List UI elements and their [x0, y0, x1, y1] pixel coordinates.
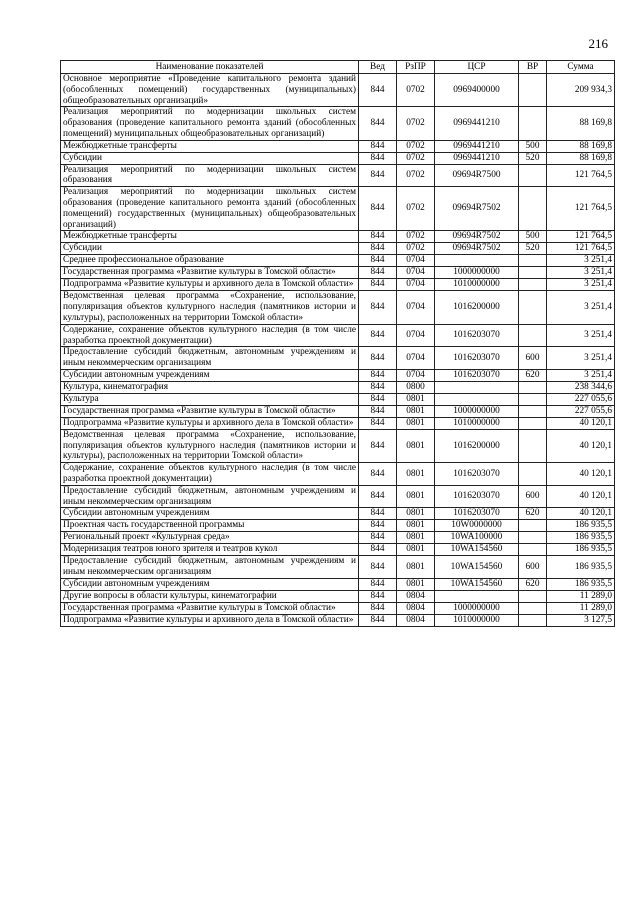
cell-name: Субсидии автономным учреждениям: [61, 508, 359, 520]
cell-csr: 10WA154560: [435, 544, 519, 556]
cell-csr: 10W0000000: [435, 520, 519, 532]
cell-ved: 844: [359, 243, 397, 255]
cell-sum: 121 764,5: [547, 187, 615, 231]
cell-sum: 238 344,6: [547, 381, 615, 393]
table-row: [61, 508, 615, 520]
cell-name: Предоставление субсидий бюджетным, автономным учреждениям и иным некоммерческим организациям: [61, 485, 359, 508]
column-header-rzpr: РзПР: [397, 61, 435, 74]
table-row: [61, 140, 615, 152]
cell-sum: 3 251,4: [547, 369, 615, 381]
cell-ved: 844: [359, 74, 397, 107]
cell-csr: 09694R7502: [435, 243, 519, 255]
cell-vr: [519, 107, 547, 140]
cell-vr: 520: [519, 243, 547, 255]
cell-csr: 1000000000: [435, 602, 519, 614]
cell-vr: 600: [519, 347, 547, 370]
cell-rzpr: 0801: [397, 556, 435, 579]
cell-name: Модернизация театров юного зрителя и театров кукол: [61, 544, 359, 556]
table-row: [61, 463, 615, 486]
cell-sum: 3 251,4: [547, 291, 615, 324]
cell-csr: 10WA154560: [435, 556, 519, 579]
cell-ved: 844: [359, 614, 397, 626]
cell-rzpr: 0702: [397, 164, 435, 187]
cell-ved: 844: [359, 255, 397, 267]
table-body: [61, 74, 615, 627]
cell-vr: 600: [519, 556, 547, 579]
cell-vr: 520: [519, 152, 547, 164]
cell-vr: [519, 267, 547, 279]
cell-name: Субсидии: [61, 243, 359, 255]
cell-csr: 09694R7500: [435, 164, 519, 187]
cell-ved: 844: [359, 485, 397, 508]
cell-vr: [519, 532, 547, 544]
cell-name: Субсидии автономным учреждениям: [61, 369, 359, 381]
cell-name: Другие вопросы в области культуры, кинематографии: [61, 590, 359, 602]
cell-vr: 500: [519, 231, 547, 243]
cell-csr: [435, 255, 519, 267]
cell-rzpr: 0702: [397, 231, 435, 243]
table-row: [61, 520, 615, 532]
cell-name: Подпрограмма «Развитие культуры и архивного дела в Томской области»: [61, 417, 359, 429]
cell-rzpr: 0702: [397, 140, 435, 152]
table-row: [61, 164, 615, 187]
cell-sum: 186 935,5: [547, 578, 615, 590]
cell-sum: 88 169,8: [547, 107, 615, 140]
cell-sum: 227 055,6: [547, 393, 615, 405]
cell-name: Предоставление субсидий бюджетным, автономным учреждениям и иным некоммерческим организациям: [61, 347, 359, 370]
cell-sum: 3 251,4: [547, 347, 615, 370]
cell-vr: [519, 429, 547, 462]
cell-name: Культура, кинематография: [61, 381, 359, 393]
cell-ved: 844: [359, 347, 397, 370]
cell-csr: 10WA100000: [435, 532, 519, 544]
cell-ved: 844: [359, 369, 397, 381]
table-row: [61, 369, 615, 381]
table-row: [61, 393, 615, 405]
cell-name: Реализация мероприятий по модернизации школьных систем образования (проведение капитального ремонта зданий (обособленных помещений) государственных (муниципальных) общеобразовательных организаций): [61, 187, 359, 231]
column-header-csr: ЦСР: [435, 61, 519, 74]
table-header-row: [61, 61, 615, 74]
cell-sum: 227 055,6: [547, 405, 615, 417]
cell-rzpr: 0702: [397, 107, 435, 140]
cell-ved: 844: [359, 187, 397, 231]
cell-sum: 186 935,5: [547, 556, 615, 579]
cell-name: Проектная часть государственной программы: [61, 520, 359, 532]
cell-rzpr: 0702: [397, 243, 435, 255]
cell-csr: 1010000000: [435, 417, 519, 429]
cell-ved: 844: [359, 324, 397, 347]
cell-vr: [519, 255, 547, 267]
cell-sum: 121 764,5: [547, 243, 615, 255]
cell-csr: 1010000000: [435, 614, 519, 626]
cell-vr: 620: [519, 369, 547, 381]
cell-ved: 844: [359, 429, 397, 462]
table-row: [61, 255, 615, 267]
cell-csr: 0969441210: [435, 140, 519, 152]
cell-ved: 844: [359, 405, 397, 417]
cell-rzpr: 0801: [397, 393, 435, 405]
cell-sum: 3 251,4: [547, 267, 615, 279]
table-row: [61, 279, 615, 291]
cell-csr: 0969441210: [435, 152, 519, 164]
cell-sum: 186 935,5: [547, 532, 615, 544]
cell-name: Подпрограмма «Развитие культуры и архивного дела в Томской области»: [61, 279, 359, 291]
cell-vr: [519, 393, 547, 405]
cell-rzpr: 0704: [397, 347, 435, 370]
cell-csr: [435, 393, 519, 405]
table-row: [61, 602, 615, 614]
table-row: [61, 187, 615, 231]
cell-vr: [519, 405, 547, 417]
page-number: 216: [588, 36, 608, 51]
table-row: [61, 74, 615, 107]
cell-name: Предоставление субсидий бюджетным, автономным учреждениям и иным некоммерческим организациям: [61, 556, 359, 579]
cell-vr: [519, 381, 547, 393]
cell-name: Государственная программа «Развитие культуры в Томской области»: [61, 602, 359, 614]
cell-name: Содержание, сохранение объектов культурного наследия (в том числе разработка проектной документации): [61, 463, 359, 486]
cell-vr: [519, 279, 547, 291]
cell-rzpr: 0804: [397, 614, 435, 626]
cell-vr: 500: [519, 140, 547, 152]
table-row: [61, 590, 615, 602]
table-row: [61, 417, 615, 429]
cell-ved: 844: [359, 578, 397, 590]
cell-ved: 844: [359, 107, 397, 140]
cell-csr: 1016203070: [435, 463, 519, 486]
cell-rzpr: 0801: [397, 429, 435, 462]
table-row: [61, 243, 615, 255]
cell-csr: 0969441210: [435, 107, 519, 140]
table-row: [61, 324, 615, 347]
column-header-vr: ВР: [519, 61, 547, 74]
cell-name: Основное мероприятие «Проведение капитального ремонта зданий (обособленных помещений) государственных (муниципальных) общеобразовательных организаций»: [61, 74, 359, 107]
cell-rzpr: 0801: [397, 463, 435, 486]
cell-rzpr: 0804: [397, 590, 435, 602]
cell-rzpr: 0804: [397, 602, 435, 614]
cell-name: Субсидии автономным учреждениям: [61, 578, 359, 590]
cell-sum: 3 251,4: [547, 324, 615, 347]
cell-name: Ведомственная целевая программа «Сохранение, использование, популяризация объектов культурного наследия (памятников истории и культуры), расположенных на территории Томской области»: [61, 429, 359, 462]
cell-rzpr: 0801: [397, 520, 435, 532]
table-row: [61, 614, 615, 626]
cell-name: Региональный проект «Культурная среда»: [61, 532, 359, 544]
cell-ved: 844: [359, 164, 397, 187]
cell-vr: [519, 417, 547, 429]
cell-ved: 844: [359, 417, 397, 429]
cell-sum: 186 935,5: [547, 520, 615, 532]
cell-csr: 1016203070: [435, 369, 519, 381]
cell-vr: [519, 614, 547, 626]
table-row: [61, 347, 615, 370]
cell-csr: 09694R7502: [435, 231, 519, 243]
table-row: [61, 107, 615, 140]
cell-ved: 844: [359, 267, 397, 279]
cell-name: Реализация мероприятий по модернизации школьных систем образования: [61, 164, 359, 187]
cell-sum: 40 120,1: [547, 508, 615, 520]
column-header-sum: Сумма: [547, 61, 615, 74]
cell-sum: 40 120,1: [547, 417, 615, 429]
cell-rzpr: 0801: [397, 508, 435, 520]
cell-rzpr: 0704: [397, 267, 435, 279]
column-header-name: Наименование показателей: [61, 61, 359, 74]
cell-name: Субсидии: [61, 152, 359, 164]
cell-rzpr: 0801: [397, 544, 435, 556]
cell-name: Культура: [61, 393, 359, 405]
table-row: [61, 267, 615, 279]
cell-ved: 844: [359, 508, 397, 520]
cell-rzpr: 0704: [397, 369, 435, 381]
cell-rzpr: 0801: [397, 485, 435, 508]
cell-sum: 209 934,3: [547, 74, 615, 107]
cell-rzpr: 0704: [397, 279, 435, 291]
cell-csr: 1016200000: [435, 429, 519, 462]
cell-rzpr: 0702: [397, 152, 435, 164]
cell-rzpr: 0801: [397, 405, 435, 417]
table-row: [61, 578, 615, 590]
table-row: [61, 152, 615, 164]
cell-vr: [519, 590, 547, 602]
cell-rzpr: 0702: [397, 187, 435, 231]
cell-ved: 844: [359, 231, 397, 243]
cell-sum: 11 289,0: [547, 602, 615, 614]
table-row: [61, 485, 615, 508]
cell-name: Среднее профессиональное образование: [61, 255, 359, 267]
cell-rzpr: 0704: [397, 324, 435, 347]
cell-name: Подпрограмма «Развитие культуры и архивного дела в Томской области»: [61, 614, 359, 626]
cell-name: Ведомственная целевая программа «Сохранение, использование, популяризация объектов культурного наследия (памятников истории и культуры), расположенных на территории Томской области»: [61, 291, 359, 324]
cell-ved: 844: [359, 556, 397, 579]
cell-csr: 1010000000: [435, 279, 519, 291]
cell-name: Межбюджетные трансферты: [61, 140, 359, 152]
cell-vr: [519, 187, 547, 231]
cell-vr: [519, 164, 547, 187]
cell-vr: [519, 463, 547, 486]
cell-ved: 844: [359, 393, 397, 405]
cell-vr: [519, 291, 547, 324]
cell-ved: 844: [359, 463, 397, 486]
cell-name: Государственная программа «Развитие культуры в Томской области»: [61, 267, 359, 279]
cell-csr: 1016203070: [435, 508, 519, 520]
cell-csr: 0969400000: [435, 74, 519, 107]
table-row: [61, 231, 615, 243]
cell-rzpr: 0800: [397, 381, 435, 393]
cell-sum: 11 289,0: [547, 590, 615, 602]
cell-csr: 1016203070: [435, 324, 519, 347]
cell-ved: 844: [359, 602, 397, 614]
table-row: [61, 381, 615, 393]
cell-vr: 620: [519, 578, 547, 590]
cell-ved: 844: [359, 381, 397, 393]
cell-csr: 1000000000: [435, 267, 519, 279]
cell-ved: 844: [359, 279, 397, 291]
cell-ved: 844: [359, 291, 397, 324]
cell-sum: 186 935,5: [547, 544, 615, 556]
cell-rzpr: 0704: [397, 255, 435, 267]
cell-sum: 40 120,1: [547, 463, 615, 486]
cell-csr: 1000000000: [435, 405, 519, 417]
cell-sum: 121 764,5: [547, 231, 615, 243]
cell-vr: [519, 544, 547, 556]
cell-rzpr: 0702: [397, 74, 435, 107]
table-row: [61, 291, 615, 324]
cell-csr: 1016203070: [435, 485, 519, 508]
cell-rzpr: 0801: [397, 417, 435, 429]
cell-name: Содержание, сохранение объектов культурного наследия (в том числе разработка проектной документации): [61, 324, 359, 347]
cell-ved: 844: [359, 520, 397, 532]
cell-csr: [435, 590, 519, 602]
cell-sum: 40 120,1: [547, 485, 615, 508]
table-row: [61, 429, 615, 462]
cell-rzpr: 0801: [397, 532, 435, 544]
cell-csr: [435, 381, 519, 393]
table-row: [61, 544, 615, 556]
cell-sum: 40 120,1: [547, 429, 615, 462]
cell-csr: 1016200000: [435, 291, 519, 324]
cell-csr: 09694R7502: [435, 187, 519, 231]
cell-vr: [519, 324, 547, 347]
cell-csr: 10WA154560: [435, 578, 519, 590]
cell-ved: 844: [359, 532, 397, 544]
cell-ved: 844: [359, 590, 397, 602]
cell-ved: 844: [359, 544, 397, 556]
table-row: [61, 556, 615, 579]
cell-ved: 844: [359, 140, 397, 152]
cell-sum: 3 251,4: [547, 255, 615, 267]
cell-name: Государственная программа «Развитие культуры в Томской области»: [61, 405, 359, 417]
column-header-ved: Вед: [359, 61, 397, 74]
cell-sum: 88 169,8: [547, 152, 615, 164]
cell-ved: 844: [359, 152, 397, 164]
cell-sum: 121 764,5: [547, 164, 615, 187]
cell-csr: 1016203070: [435, 347, 519, 370]
cell-name: Реализация мероприятий по модернизации школьных систем образования (проведение капитального ремонта зданий (обособленных помещений) муниципальных общеобразовательных организаций): [61, 107, 359, 140]
cell-rzpr: 0801: [397, 578, 435, 590]
cell-rzpr: 0704: [397, 291, 435, 324]
cell-vr: 600: [519, 485, 547, 508]
cell-sum: 3 127,5: [547, 614, 615, 626]
cell-vr: [519, 602, 547, 614]
cell-vr: [519, 520, 547, 532]
table-row: [61, 532, 615, 544]
table-row: [61, 405, 615, 417]
cell-sum: 88 169,8: [547, 140, 615, 152]
cell-name: Межбюджетные трансферты: [61, 231, 359, 243]
cell-sum: 3 251,4: [547, 279, 615, 291]
budget-table: [60, 60, 615, 627]
cell-vr: 620: [519, 508, 547, 520]
cell-vr: [519, 74, 547, 107]
